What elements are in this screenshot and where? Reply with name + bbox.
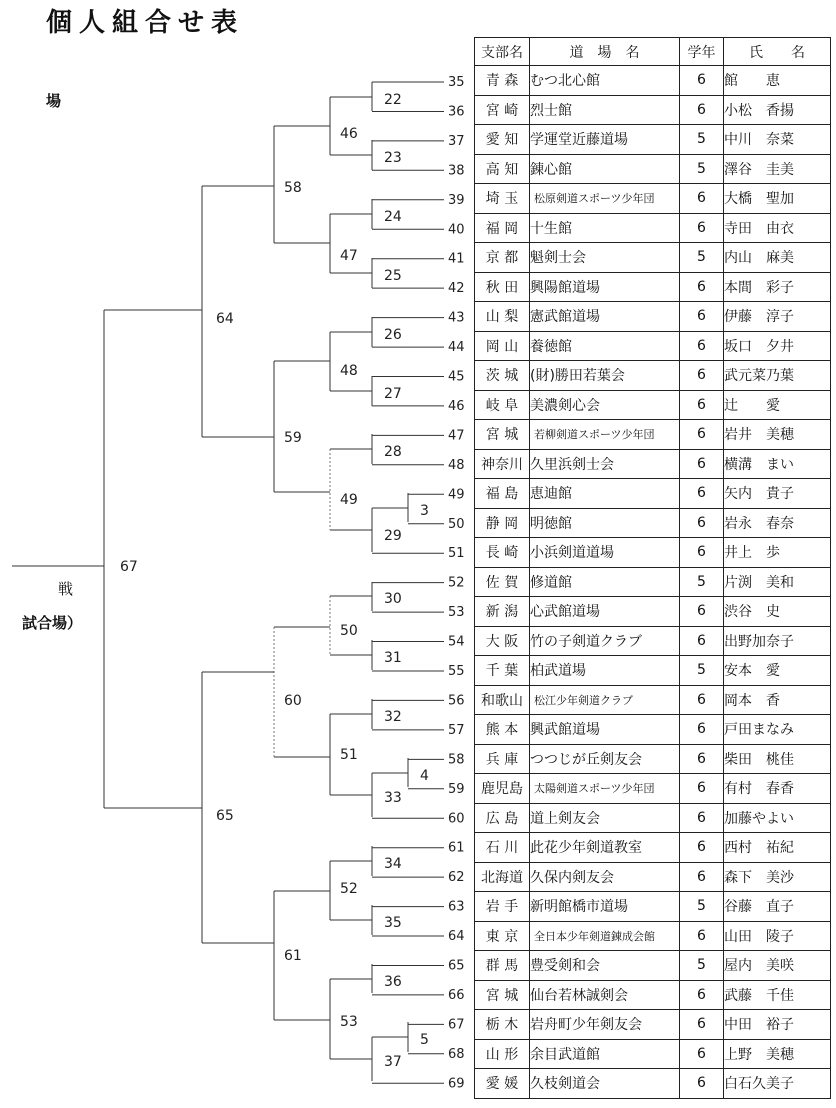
page-title: 個人組合せ表	[46, 8, 245, 38]
branch-cell: 熊 本	[475, 715, 530, 745]
name-cell: 辻 愛	[724, 390, 831, 420]
name-cell: 岩井 美穂	[724, 420, 831, 450]
entry-number: 69	[448, 1076, 465, 1092]
grade-cell: 6	[680, 66, 724, 96]
table-row	[475, 125, 831, 155]
match-53: 53	[340, 1014, 358, 1030]
branch-cell: 長 崎	[475, 538, 530, 568]
grade-cell: 6	[680, 184, 724, 214]
table-row	[475, 1010, 831, 1040]
branch-cell: 茨 城	[475, 361, 530, 391]
table-row	[475, 449, 831, 479]
branch-cell: 北海道	[475, 862, 530, 892]
bracket-final	[12, 310, 104, 808]
branch-cell: 宮 崎	[475, 95, 530, 125]
match-59: 59	[284, 430, 302, 446]
grade-cell: 6	[680, 774, 724, 804]
branch-cell: 愛 媛	[475, 1069, 530, 1099]
name-cell: 内山 麻美	[724, 243, 831, 273]
dojo-cell: 学運堂近藤道場	[530, 125, 680, 155]
name-cell: 伊藤 淳子	[724, 302, 831, 332]
grade-cell: 6	[680, 597, 724, 627]
dojo-cell: 小浜剣道道場	[530, 538, 680, 568]
branch-cell: 石 川	[475, 833, 530, 863]
entry-number: 37	[448, 133, 465, 149]
header-dojo: 道 場 名	[530, 38, 680, 66]
bracket-round3	[202, 126, 274, 1020]
branch-cell: 愛 知	[475, 125, 530, 155]
entry-number: 46	[448, 398, 465, 414]
entry-number: 49	[448, 487, 465, 503]
table-row	[475, 390, 831, 420]
name-cell: 澤谷 圭美	[724, 154, 831, 184]
match-50: 50	[340, 623, 358, 639]
grade-cell: 5	[680, 892, 724, 922]
match-48: 48	[340, 363, 358, 379]
roster-table	[474, 37, 831, 1099]
entry-number: 67	[448, 1017, 465, 1033]
grade-cell: 5	[680, 243, 724, 273]
entry-number: 54	[448, 634, 465, 650]
entry-number: 53	[448, 605, 465, 621]
entry-number: 60	[448, 811, 465, 827]
dojo-cell: 仙台若林誠剣会	[530, 980, 680, 1010]
name-cell: 大橋 聖加	[724, 184, 831, 214]
table-row	[475, 892, 831, 922]
branch-cell: 宮 城	[475, 420, 530, 450]
dojo-cell: むつ北心館	[530, 66, 680, 96]
name-cell: 谷藤 直子	[724, 892, 831, 922]
match-37: 37	[384, 1054, 402, 1070]
entry-number: 47	[448, 428, 465, 444]
dojo-cell: 久枝剣道会	[530, 1069, 680, 1099]
name-cell: 小松 香揚	[724, 95, 831, 125]
entry-number: 42	[448, 281, 465, 297]
match-49: 49	[340, 492, 358, 508]
table-row	[475, 302, 831, 332]
branch-cell: 大 阪	[475, 626, 530, 656]
name-cell: 上野 美穂	[724, 1039, 831, 1069]
entry-number: 48	[448, 457, 465, 473]
dojo-cell: 養徳館	[530, 331, 680, 361]
dojo-cell: 恵迪館	[530, 479, 680, 509]
match-30: 30	[384, 591, 402, 607]
grade-cell: 6	[680, 1010, 724, 1040]
header-grade: 学年	[680, 38, 724, 66]
grade-cell: 6	[680, 685, 724, 715]
match-35: 35	[384, 915, 402, 931]
grade-cell: 6	[680, 95, 724, 125]
entry-number: 59	[448, 781, 465, 797]
entry-number: 65	[448, 958, 465, 974]
name-cell: 岡本 香	[724, 685, 831, 715]
match-65: 65	[216, 808, 234, 824]
dojo-cell: 心武館道場	[530, 597, 680, 627]
table-row	[475, 1069, 831, 1099]
grade-cell: 6	[680, 449, 724, 479]
name-cell: 有村 春香	[724, 774, 831, 804]
dojo-cell: つつじが丘剣友会	[530, 744, 680, 774]
branch-cell: 兵 庫	[475, 744, 530, 774]
dojo-cell: 竹の子剣道クラブ	[530, 626, 680, 656]
grade-cell: 5	[680, 951, 724, 981]
dojo-cell: 新明館橋市道場	[530, 892, 680, 922]
grade-cell: 6	[680, 302, 724, 332]
match-51: 51	[340, 747, 358, 763]
match-23: 23	[384, 150, 402, 166]
dojo-cell: 松原剣道スポーツ少年団	[530, 184, 680, 214]
name-cell: 横溝 まい	[724, 449, 831, 479]
name-cell: 片渕 美和	[724, 567, 831, 597]
match-61: 61	[284, 948, 302, 964]
grade-cell: 6	[680, 538, 724, 568]
match-28: 28	[384, 444, 402, 460]
table-header-row	[475, 38, 831, 66]
match-22: 22	[384, 92, 402, 108]
grade-cell: 6	[680, 626, 724, 656]
match-5: 5	[420, 1032, 429, 1048]
branch-cell: 福 岡	[475, 213, 530, 243]
match-29: 29	[384, 528, 402, 544]
dojo-cell: 道上剣友会	[530, 803, 680, 833]
branch-cell: 佐 賀	[475, 567, 530, 597]
table-row	[475, 567, 831, 597]
header-name: 氏 名	[724, 38, 831, 66]
table-row	[475, 715, 831, 745]
dojo-cell: 十生館	[530, 213, 680, 243]
dojo-cell: 憲武館道場	[530, 302, 680, 332]
dojo-cell: 美濃剣心会	[530, 390, 680, 420]
table-row	[475, 951, 831, 981]
entry-number: 39	[448, 192, 465, 208]
dojo-cell: 興武館道場	[530, 715, 680, 745]
grade-cell: 6	[680, 803, 724, 833]
entry-number: 58	[448, 752, 465, 768]
table-row	[475, 833, 831, 863]
match-32: 32	[384, 709, 402, 725]
dojo-cell: 魁剣士会	[530, 243, 680, 273]
match-4: 4	[420, 768, 429, 784]
table-row	[475, 243, 831, 273]
branch-cell: 京 都	[475, 243, 530, 273]
dojo-cell: 久保内剣友会	[530, 862, 680, 892]
dojo-cell: 此花少年剣道教室	[530, 833, 680, 863]
dojo-cell: (財)勝田若葉会	[530, 361, 680, 391]
grade-cell: 6	[680, 833, 724, 863]
match-27: 27	[384, 386, 402, 402]
match-47: 47	[340, 248, 358, 264]
grade-cell: 5	[680, 125, 724, 155]
match-34: 34	[384, 856, 402, 872]
name-cell: 坂口 夕井	[724, 331, 831, 361]
match-3: 3	[420, 503, 429, 519]
dojo-cell: 明徳館	[530, 508, 680, 538]
entry-number: 35	[448, 75, 465, 90]
grade-cell: 6	[680, 420, 724, 450]
branch-cell: 秋 田	[475, 272, 530, 302]
dojo-cell: 修道館	[530, 567, 680, 597]
grade-cell: 6	[680, 980, 724, 1010]
entry-number: 56	[448, 693, 465, 709]
table-row	[475, 803, 831, 833]
name-cell: 井上 歩	[724, 538, 831, 568]
dojo-cell: 豊受剣和会	[530, 951, 680, 981]
grade-cell: 6	[680, 361, 724, 391]
branch-cell: 岡 山	[475, 331, 530, 361]
grade-cell: 6	[680, 508, 724, 538]
name-cell: 寺田 由衣	[724, 213, 831, 243]
entry-number: 64	[448, 929, 465, 944]
match-46: 46	[340, 126, 358, 142]
dojo-cell: 久里浜剣士会	[530, 449, 680, 479]
branch-cell: 山 形	[475, 1039, 530, 1069]
branch-cell: 岐 阜	[475, 390, 530, 420]
branch-cell: 栃 木	[475, 1010, 530, 1040]
name-cell: 武藤 千佳	[724, 980, 831, 1010]
branch-cell: 新 潟	[475, 597, 530, 627]
table-row	[475, 774, 831, 804]
branch-cell: 鹿児島	[475, 774, 530, 804]
branch-cell: 群 馬	[475, 951, 530, 981]
table-row	[475, 361, 831, 391]
entry-number: 51	[448, 546, 465, 562]
table-row	[475, 538, 831, 568]
branch-cell: 神奈川	[475, 449, 530, 479]
match-67: 67	[120, 559, 138, 575]
table-row	[475, 213, 831, 243]
bracket-round1	[330, 82, 408, 1081]
name-cell: 森下 美沙	[724, 862, 831, 892]
grade-cell: 6	[680, 744, 724, 774]
entry-number: 38	[448, 163, 465, 179]
table-row	[475, 154, 831, 184]
dojo-cell: 岩舟町少年剣友会	[530, 1010, 680, 1040]
dojo-cell: 太陽剣道スポーツ少年団	[530, 774, 680, 804]
table-row	[475, 184, 831, 214]
entry-number: 66	[448, 987, 465, 1003]
bracket-round2	[274, 97, 330, 1059]
grade-cell: 5	[680, 154, 724, 184]
table-row	[475, 980, 831, 1010]
branch-cell: 高 知	[475, 154, 530, 184]
match-31: 31	[384, 650, 402, 666]
table-row	[475, 685, 831, 715]
venue-label: 場	[46, 92, 62, 110]
entry-number: 43	[448, 310, 465, 326]
entry-number: 52	[448, 575, 465, 591]
name-cell: 渋谷 史	[724, 597, 831, 627]
name-cell: 武元菜乃葉	[724, 361, 831, 391]
branch-cell: 広 島	[475, 803, 530, 833]
entry-number: 63	[448, 899, 465, 915]
branch-cell: 和歌山	[475, 685, 530, 715]
name-cell: 戸田まなみ	[724, 715, 831, 745]
entry-number: 44	[448, 340, 465, 356]
dojo-cell: 若柳剣道スポーツ少年団	[530, 420, 680, 450]
table-row	[475, 1039, 831, 1069]
name-cell: 矢内 貴子	[724, 479, 831, 509]
dojo-cell: 全日本少年剣道錬成会館	[530, 921, 680, 951]
entry-number: 57	[448, 722, 465, 738]
match-33: 33	[384, 790, 402, 806]
branch-cell: 静 岡	[475, 508, 530, 538]
dojo-cell: 烈士館	[530, 95, 680, 125]
entry-number: 45	[448, 369, 465, 385]
name-cell: 中田 裕子	[724, 1010, 831, 1040]
table-row	[475, 272, 831, 302]
grade-cell: 6	[680, 213, 724, 243]
name-cell: 加藤やよい	[724, 803, 831, 833]
grade-cell: 6	[680, 390, 724, 420]
dojo-cell: 松江少年剣道クラブ	[530, 685, 680, 715]
grade-cell: 5	[680, 567, 724, 597]
table-row	[475, 656, 831, 686]
branch-cell: 東 京	[475, 921, 530, 951]
entry-number: 68	[448, 1046, 465, 1062]
branch-cell: 埼 玉	[475, 184, 530, 214]
name-cell: 本間 彩子	[724, 272, 831, 302]
grade-cell: 6	[680, 862, 724, 892]
table-row	[475, 508, 831, 538]
branch-cell: 山 梨	[475, 302, 530, 332]
grade-cell: 6	[680, 331, 724, 361]
branch-cell: 千 葉	[475, 656, 530, 686]
branch-cell: 岩 手	[475, 892, 530, 922]
branch-cell: 宮 城	[475, 980, 530, 1010]
table-row	[475, 420, 831, 450]
table-row	[475, 479, 831, 509]
name-cell: 柴田 桃佳	[724, 744, 831, 774]
entry-number: 62	[448, 870, 465, 886]
table-row	[475, 744, 831, 774]
name-cell: 屋内 美咲	[724, 951, 831, 981]
entry-number: 61	[448, 840, 465, 856]
name-cell: 中川 奈菜	[724, 125, 831, 155]
entry-number: 55	[448, 664, 465, 679]
dojo-cell: 錬心館	[530, 154, 680, 184]
grade-cell: 6	[680, 715, 724, 745]
header-branch: 支部名	[475, 38, 530, 66]
dojo-cell: 興陽館道場	[530, 272, 680, 302]
match-24: 24	[384, 209, 402, 225]
entry-number: 41	[448, 251, 465, 267]
match-64: 64	[216, 311, 234, 327]
name-cell: 出野加奈子	[724, 626, 831, 656]
name-cell: 館 恵	[724, 66, 831, 96]
match-58: 58	[284, 180, 302, 196]
court-label: 試合場）	[22, 614, 83, 632]
grade-cell: 6	[680, 1069, 724, 1099]
table-row	[475, 66, 831, 96]
grade-cell: 6	[680, 272, 724, 302]
battle-label: 戦	[58, 580, 74, 598]
dojo-cell: 柏武道場	[530, 656, 680, 686]
table-row	[475, 921, 831, 951]
grade-cell: 5	[680, 656, 724, 686]
grade-cell: 6	[680, 1039, 724, 1069]
table-row	[475, 862, 831, 892]
name-cell: 山田 陵子	[724, 921, 831, 951]
name-cell: 安本 愛	[724, 656, 831, 686]
table-row	[475, 95, 831, 125]
entry-number: 40	[448, 222, 465, 238]
match-25: 25	[384, 268, 402, 284]
entry-number: 50	[448, 516, 465, 532]
name-cell: 岩永 春奈	[724, 508, 831, 538]
table-row	[475, 597, 831, 627]
grade-cell: 6	[680, 479, 724, 509]
branch-cell: 福 島	[475, 479, 530, 509]
match-60: 60	[284, 693, 302, 709]
dojo-cell: 余目武道館	[530, 1039, 680, 1069]
table-row	[475, 331, 831, 361]
match-36: 36	[384, 974, 402, 990]
grade-cell: 6	[680, 921, 724, 951]
name-cell: 白石久美子	[724, 1069, 831, 1099]
name-cell: 西村 祐紀	[724, 833, 831, 863]
branch-cell: 青 森	[475, 66, 530, 96]
match-26: 26	[384, 327, 402, 343]
table-row	[475, 626, 831, 656]
match-52: 52	[340, 881, 358, 897]
bracket-round4	[104, 186, 202, 943]
entry-number: 36	[448, 104, 465, 120]
